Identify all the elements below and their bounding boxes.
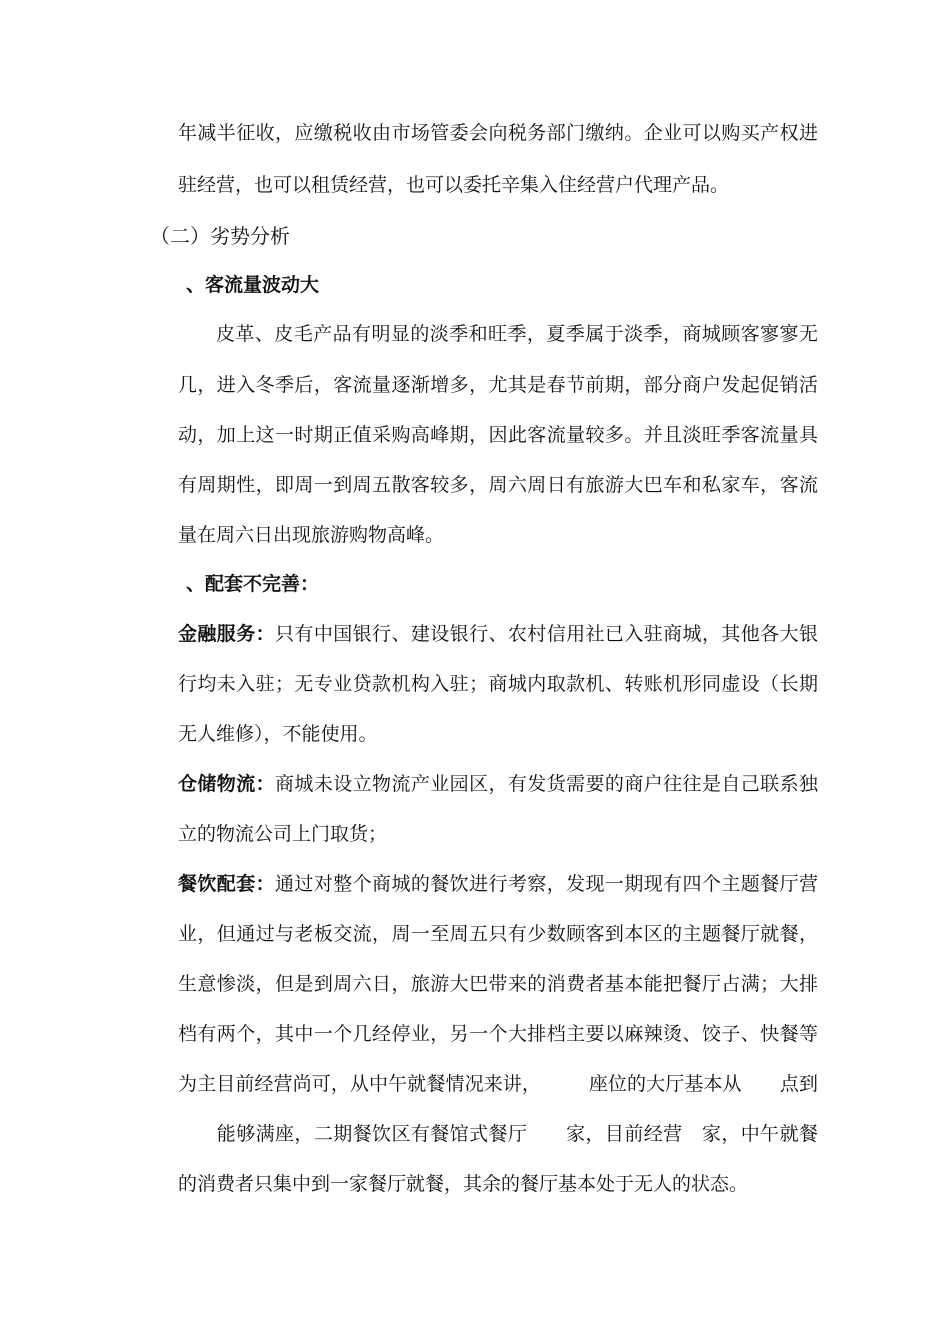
logistics-text-1: 商城未设立物流产业园区，有发货需要的商户往往是自己联系独 [275, 773, 818, 795]
facilities-heading: 、配套不完善： [186, 573, 320, 595]
catering-line-5: 为主目前经营尚可，从中午就餐情况来讲， 座位的大厅基本从 点到 [178, 1073, 818, 1095]
catering-line-1 [178, 870, 818, 898]
catering-label: 餐饮配套： [178, 873, 276, 895]
finance-line-1 [178, 620, 818, 648]
intro-line-2: 驻经营，也可以租赁经营，也可以委托辛集入住经营户代理产品。 [178, 174, 730, 196]
traffic-line-4: 有周期性，即周一到周五散客较多，周六周日有旅游大巴车和私家车，客流 [178, 474, 818, 496]
finance-line-3: 无人维修），不能使用。 [178, 723, 378, 745]
finance-line-2: 行均未入驻；无专业贷款机构入驻；商城内取款机、转账机形同虚设（长期 [178, 673, 818, 695]
catering-line-2: 业，但通过与老板交流，周一至周五只有少数顾客到本区的主题餐厅就餐， [178, 923, 818, 945]
traffic-line-2: 几，进入冬季后，客流量逐渐增多，尤其是春节前期，部分商户发起促销活 [178, 374, 818, 396]
catering-text-1: 通过对整个商城的餐饮进行考察，发现一期现有四个主题餐厅营 [275, 873, 818, 895]
traffic-line-3: 动，加上这一时期正值采购高峰期，因此客流量较多。并且淡旺季客流量具 [178, 424, 818, 446]
section-heading: （二）劣势分析 [150, 224, 290, 248]
catering-line-6: 能够满座，二期餐饮区有餐馆式餐厅 家，目前经营 家，中午就餐 [178, 1123, 818, 1145]
logistics-line-2: 立的物流公司上门取货； [178, 823, 388, 845]
finance-text-1: 只有中国银行、建设银行、农村信用社已入驻商城，其他各大银 [275, 623, 818, 645]
traffic-heading: 、客流量波动大 [186, 274, 320, 296]
intro-line-1: 年减半征收，应缴税收由市场管委会向税务部门缴纳。企业可以购买产权进 [178, 122, 818, 144]
traffic-line-5: 量在周六日出现旅游购物高峰。 [178, 524, 445, 546]
logistics-label: 仓储物流： [178, 773, 276, 795]
catering-line-3: 生意惨淡，但是到周六日，旅游大巴带来的消费者基本能把餐厅占满；大排 [178, 973, 818, 995]
finance-label: 金融服务： [178, 623, 276, 645]
logistics-line-1 [178, 770, 818, 798]
traffic-line-1: 皮革、皮毛产品有明显的淡季和旺季，夏季属于淡季，商城顾客寥寥无 [216, 323, 818, 345]
catering-line-7: 的消费者只集中到一家餐厅就餐，其余的餐厅基本处于无人的状态。 [178, 1173, 749, 1195]
catering-line-4: 档有两个，其中一个几经停业，另一个大排档主要以麻辣烫、饺子、快餐等 [178, 1023, 818, 1045]
